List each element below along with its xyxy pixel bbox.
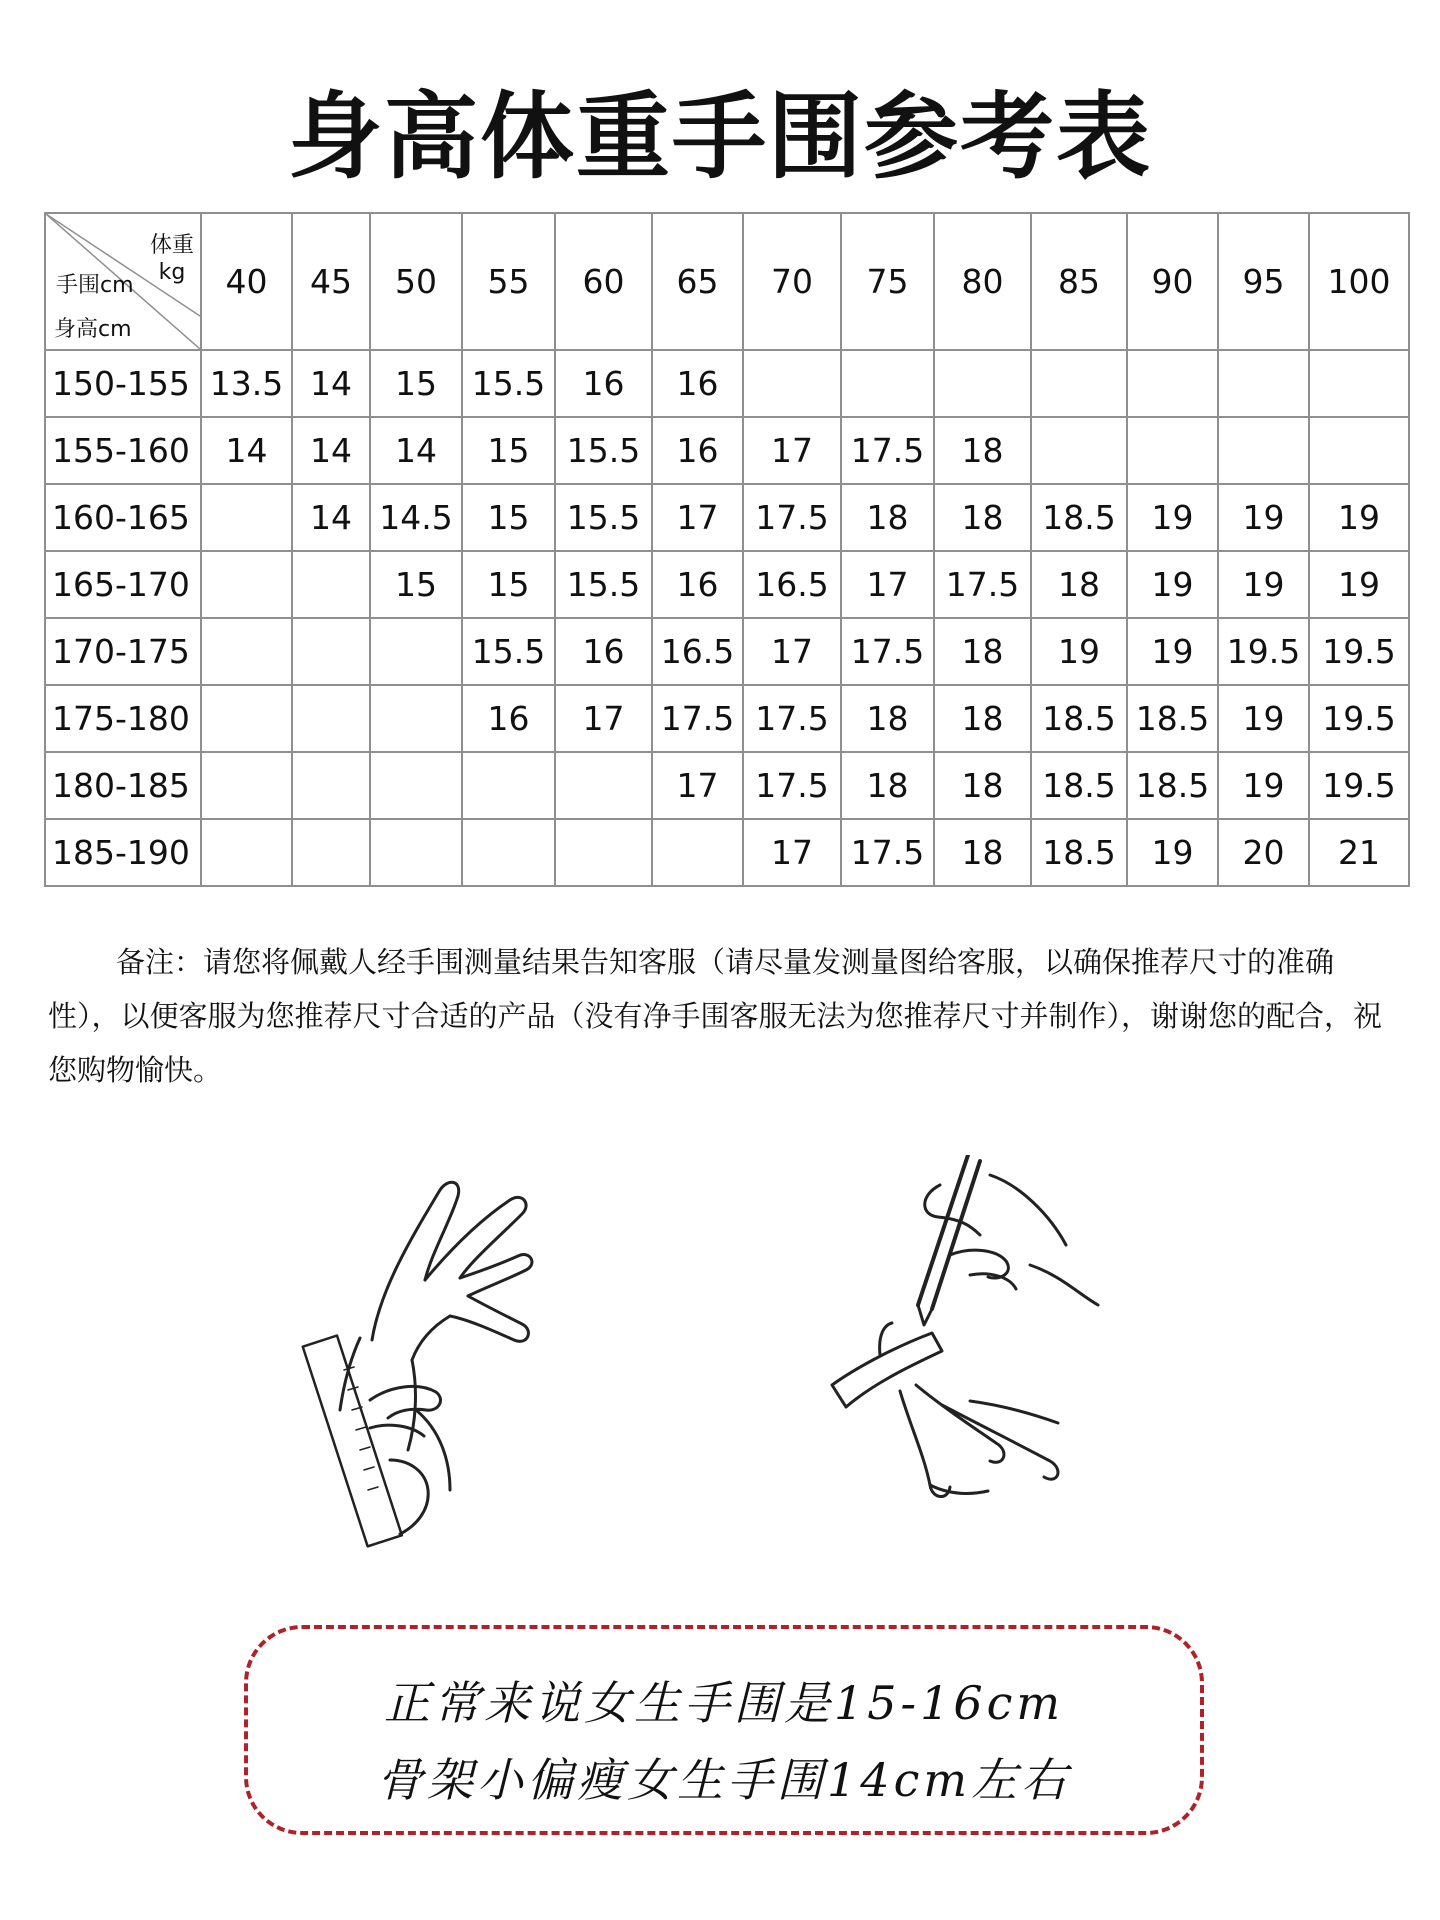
weight-header-cell: 85	[1031, 213, 1127, 350]
wrist-size-cell	[462, 752, 555, 819]
wrist-size-cell	[1309, 417, 1409, 484]
weight-header-cell: 55	[462, 213, 555, 350]
table-row	[45, 752, 1409, 819]
wrist-size-cell: 16	[462, 685, 555, 752]
weight-header-cell: 100	[1309, 213, 1409, 350]
wrist-size-cell: 17	[652, 752, 743, 819]
table-row	[45, 484, 1409, 551]
callout-line-2: 骨架小偏瘦女生手围14cm左右	[377, 1753, 1071, 1807]
wrist-size-cell: 17	[743, 618, 841, 685]
wrist-size-cell: 15	[462, 417, 555, 484]
wrist-size-cell: 13.5	[201, 350, 292, 417]
wrist-size-cell	[462, 819, 555, 886]
size-reference-table	[44, 212, 1410, 887]
wrist-size-cell: 16.5	[652, 618, 743, 685]
wrist-size-cell: 14	[292, 350, 370, 417]
wrist-size-cell	[201, 484, 292, 551]
wrist-size-cell: 15.5	[462, 618, 555, 685]
wrist-size-cell: 18	[934, 752, 1031, 819]
wrist-size-cell: 16	[555, 618, 652, 685]
wrist-size-cell: 19	[1218, 551, 1309, 618]
height-range-cell: 170-175	[45, 618, 201, 685]
page-title: 身高体重手围参考表	[287, 83, 1152, 192]
wrist-size-cell	[1127, 417, 1218, 484]
wrist-size-cell: 14	[292, 417, 370, 484]
wrist-size-cell: 16	[652, 551, 743, 618]
wrist-size-cell	[201, 551, 292, 618]
wrist-size-cell: 21	[1309, 819, 1409, 886]
wrist-size-cell: 17.5	[841, 618, 934, 685]
wrist-size-cell: 18.5	[1031, 685, 1127, 752]
wrist-size-cell	[201, 819, 292, 886]
wrist-size-cell: 16	[555, 350, 652, 417]
wrist-size-cell: 15	[462, 551, 555, 618]
wrist-size-cell: 20	[1218, 819, 1309, 886]
wrist-size-cell	[201, 618, 292, 685]
wrist-size-cell: 18	[934, 685, 1031, 752]
table-row	[45, 618, 1409, 685]
wrist-size-cell: 18	[841, 685, 934, 752]
table-corner-cell	[45, 213, 201, 350]
wrist-size-cell: 18.5	[1031, 484, 1127, 551]
wrist-size-cell	[1309, 350, 1409, 417]
hand-marking-tape-illustration	[820, 1155, 1100, 1515]
wrist-size-cell	[292, 685, 370, 752]
weight-header-cell: 90	[1127, 213, 1218, 350]
table-row	[45, 417, 1409, 484]
wrist-size-cell: 14.5	[370, 484, 462, 551]
weight-header-cell: 60	[555, 213, 652, 350]
wrist-size-cell: 19	[1218, 752, 1309, 819]
wrist-size-cell: 19	[1218, 484, 1309, 551]
note-text: 备注：请您将佩戴人经手围测量结果告知客服（请尽量发测量图给客服，以确保推荐尺寸的准确性），以便客服为您推荐尺寸合适的产品（没有净手围客服无法为您推荐尺寸并制作），谢谢您的配合，祝您购物愉快。	[48, 945, 1383, 1087]
wrist-size-cell: 18.5	[1031, 819, 1127, 886]
weight-label-text: 体重	[149, 233, 194, 258]
wrist-size-cell	[370, 685, 462, 752]
wrist-size-cell: 15	[370, 350, 462, 417]
wrist-size-cell	[292, 618, 370, 685]
weight-unit-text: kg	[158, 260, 186, 285]
wrist-size-cell: 17	[743, 417, 841, 484]
wrist-size-cell: 19	[1127, 618, 1218, 685]
wrist-size-cell: 17.5	[841, 819, 934, 886]
wrist-size-cell: 19.5	[1218, 618, 1309, 685]
weight-header-cell: 75	[841, 213, 934, 350]
wrist-size-cell: 19	[1309, 551, 1409, 618]
wrist-size-cell: 17	[841, 551, 934, 618]
corner-wrist-label: 手围cm	[56, 273, 134, 298]
wrist-size-cell: 17.5	[743, 752, 841, 819]
wrist-size-cell: 18	[934, 819, 1031, 886]
hand-measuring-wrist-illustration	[300, 1160, 560, 1560]
wrist-size-cell	[1031, 417, 1127, 484]
wrist-size-cell: 19.5	[1309, 752, 1409, 819]
wrist-size-cell: 16	[652, 350, 743, 417]
wrist-size-cell: 15.5	[555, 484, 652, 551]
height-range-cell: 180-185	[45, 752, 201, 819]
wrist-size-cell	[555, 819, 652, 886]
wrist-size-cell: 18	[934, 417, 1031, 484]
height-range-cell: 150-155	[45, 350, 201, 417]
wrist-size-cell: 15	[370, 551, 462, 618]
wrist-size-cell	[370, 819, 462, 886]
wrist-size-cell: 17	[743, 819, 841, 886]
height-range-cell: 175-180	[45, 685, 201, 752]
wrist-size-cell	[292, 551, 370, 618]
wrist-size-cell	[1218, 350, 1309, 417]
wrist-size-cell: 16.5	[743, 551, 841, 618]
wrist-size-cell	[1127, 350, 1218, 417]
height-range-cell: 165-170	[45, 551, 201, 618]
wrist-size-cell: 17	[652, 484, 743, 551]
wrist-size-callout	[244, 1625, 1204, 1835]
wrist-size-cell: 14	[292, 484, 370, 551]
wrist-size-cell: 17.5	[841, 417, 934, 484]
wrist-size-cell: 19	[1309, 484, 1409, 551]
wrist-size-cell: 18.5	[1031, 752, 1127, 819]
wrist-size-cell: 19	[1127, 819, 1218, 886]
wrist-size-cell: 19	[1127, 484, 1218, 551]
header-row	[45, 213, 1409, 350]
weight-header-cell: 70	[743, 213, 841, 350]
wrist-size-cell	[652, 819, 743, 886]
wrist-size-cell: 19	[1127, 551, 1218, 618]
weight-header-cell: 65	[652, 213, 743, 350]
wrist-size-cell: 15.5	[555, 551, 652, 618]
wrist-size-cell	[370, 618, 462, 685]
table-row	[45, 551, 1409, 618]
wrist-size-cell: 17.5	[934, 551, 1031, 618]
table-row	[45, 685, 1409, 752]
wrist-size-cell: 16	[652, 417, 743, 484]
wrist-size-cell: 18	[934, 484, 1031, 551]
height-range-cell: 160-165	[45, 484, 201, 551]
wrist-size-cell	[1031, 350, 1127, 417]
weight-header-cell: 45	[292, 213, 370, 350]
wrist-size-cell: 18.5	[1127, 752, 1218, 819]
wrist-size-cell: 18	[841, 484, 934, 551]
wrist-size-cell: 19.5	[1309, 618, 1409, 685]
callout-line-1: 正常来说女生手围是15-16cm	[384, 1676, 1064, 1730]
wrist-size-cell	[201, 752, 292, 819]
wrist-size-cell: 17	[555, 685, 652, 752]
wrist-size-cell: 14	[201, 417, 292, 484]
wrist-size-cell	[555, 752, 652, 819]
wrist-size-cell: 18	[1031, 551, 1127, 618]
wrist-size-cell: 17.5	[652, 685, 743, 752]
wrist-size-cell: 19.5	[1309, 685, 1409, 752]
wrist-size-cell	[1218, 417, 1309, 484]
table-row	[45, 819, 1409, 886]
wrist-size-cell: 14	[370, 417, 462, 484]
wrist-size-cell	[743, 350, 841, 417]
height-range-cell: 185-190	[45, 819, 201, 886]
wrist-size-cell	[201, 685, 292, 752]
wrist-size-cell	[292, 752, 370, 819]
weight-header-cell: 95	[1218, 213, 1309, 350]
wrist-size-cell	[292, 819, 370, 886]
height-range-cell: 155-160	[45, 417, 201, 484]
table-row	[45, 350, 1409, 417]
wrist-size-cell: 17.5	[743, 484, 841, 551]
wrist-size-cell: 18	[934, 618, 1031, 685]
table-body	[45, 350, 1409, 886]
corner-height-label: 身高cm	[54, 317, 132, 342]
wrist-size-cell: 19	[1031, 618, 1127, 685]
corner-weight-label	[150, 232, 194, 286]
wrist-size-cell	[934, 350, 1031, 417]
wrist-size-cell: 17.5	[743, 685, 841, 752]
wrist-size-cell: 19	[1218, 685, 1309, 752]
wrist-size-cell: 15	[462, 484, 555, 551]
weight-header-cell: 40	[201, 213, 292, 350]
weight-header-cell: 80	[934, 213, 1031, 350]
wrist-size-cell: 15.5	[555, 417, 652, 484]
wrist-size-cell: 18.5	[1127, 685, 1218, 752]
weight-header-cell: 50	[370, 213, 462, 350]
wrist-size-cell: 15.5	[462, 350, 555, 417]
wrist-size-cell	[370, 752, 462, 819]
wrist-size-cell: 18	[841, 752, 934, 819]
wrist-size-cell	[841, 350, 934, 417]
